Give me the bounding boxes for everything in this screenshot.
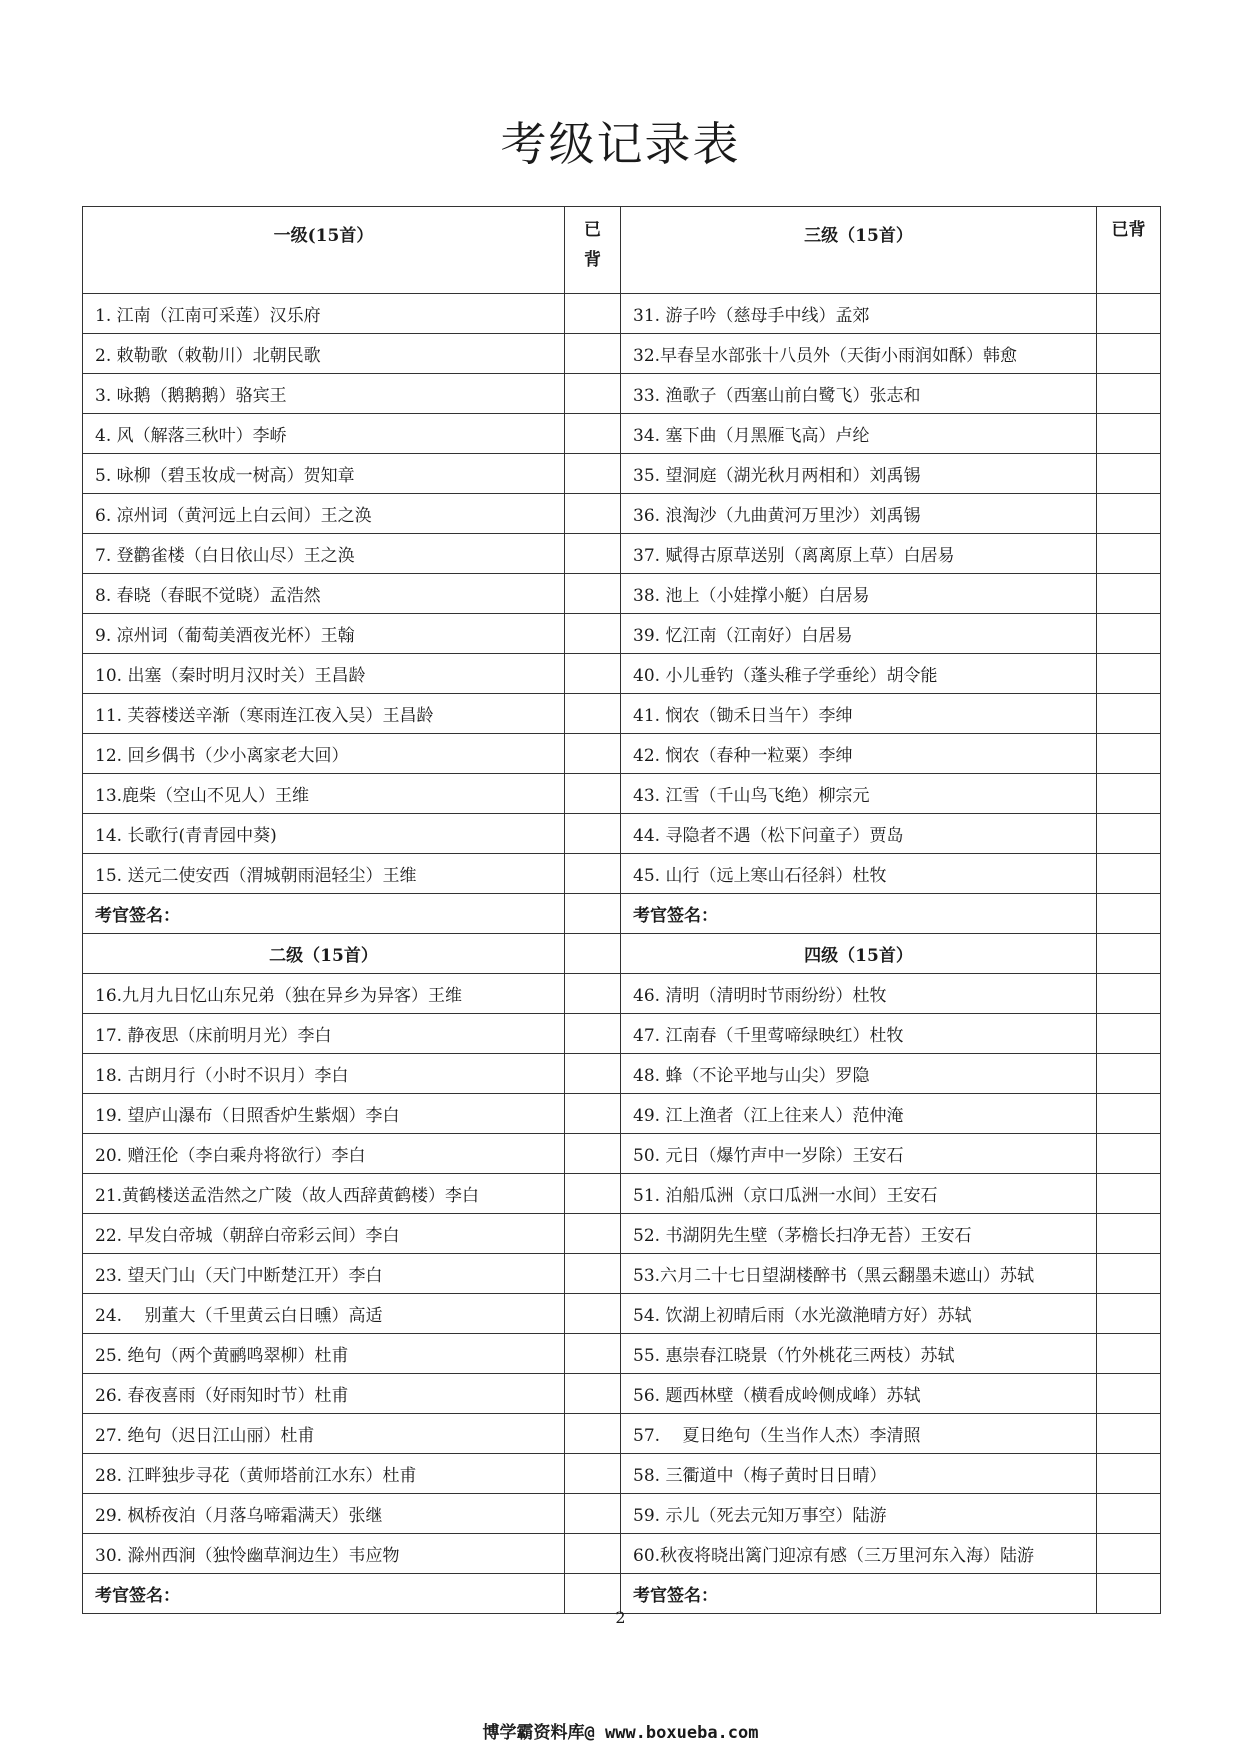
memorized-checkbox-right — [1097, 1214, 1161, 1254]
memorized-checkbox-left — [565, 1414, 621, 1454]
memorized-checkbox-right — [1097, 1534, 1161, 1574]
memorized-header-left — [565, 207, 621, 294]
poem-entry-right: 59. 示儿（死去元知万事空）陆游 — [621, 1494, 1097, 1534]
poem-entry-right: 51. 泊船瓜洲（京口瓜洲一水间）王安石 — [621, 1174, 1097, 1214]
poem-entry-left: 23. 望天门山（天门中断楚江开）李白 — [83, 1254, 565, 1294]
header-row-level2-level4 — [83, 934, 1161, 974]
poem-entry-left: 16.九月九日忆山东兄弟（独在异乡为异客）王维 — [83, 974, 565, 1014]
memorized-checkbox-right — [1097, 814, 1161, 854]
header-row-level1-level3 — [83, 207, 1161, 294]
poem-entry-right: 50. 元日（爆竹声中一岁除）王安石 — [621, 1134, 1097, 1174]
memorized-checkbox-right — [1097, 1374, 1161, 1414]
poem-entry-left: 25. 绝句（两个黄鹂鸣翠柳）杜甫 — [83, 1334, 565, 1374]
memorized-checkbox-right — [1097, 1494, 1161, 1534]
memorized-checkbox-left — [565, 774, 621, 814]
poem-entry-right: 57. 夏日绝句（生当作人杰）李清照 — [621, 1414, 1097, 1454]
level2-header: 二级（15首） — [83, 934, 565, 974]
memorized-checkbox-left — [565, 1014, 621, 1054]
memorized-checkbox-left — [565, 1334, 621, 1374]
poem-entry-right: 39. 忆江南（江南好）白居易 — [621, 614, 1097, 654]
memorized-checkbox-right — [1097, 294, 1161, 334]
poem-row — [83, 1214, 1161, 1254]
poem-row — [83, 1054, 1161, 1094]
memorized-checkbox-left — [565, 1094, 621, 1134]
poem-entry-right: 44. 寻隐者不遇（松下问童子）贾岛 — [621, 814, 1097, 854]
memorized-checkbox-right — [1097, 1014, 1161, 1054]
memorized-checkbox-left — [565, 654, 621, 694]
poem-row — [83, 734, 1161, 774]
poem-entry-left: 11. 芙蓉楼送辛渐（寒雨连江夜入吴）王昌龄 — [83, 694, 565, 734]
memorized-checkbox-right — [1097, 774, 1161, 814]
footer-watermark: 博学霸资料库@ www.boxueba.com — [482, 1723, 759, 1743]
memorized-checkbox-right — [1097, 1294, 1161, 1334]
poem-entry-left: 18. 古朗月行（小时不识月）李白 — [83, 1054, 565, 1094]
poem-row — [83, 1094, 1161, 1134]
poem-entry-right: 35. 望洞庭（湖光秋月两相和）刘禹锡 — [621, 454, 1097, 494]
examiner-sign-right: 考官签名： — [621, 894, 1097, 934]
poem-row — [83, 414, 1161, 454]
poem-entry-left: 1. 江南（江南可采莲）汉乐府 — [83, 294, 565, 334]
poem-row — [83, 1134, 1161, 1174]
poem-entry-right: 56. 题西林壁（横看成岭侧成峰）苏轼 — [621, 1374, 1097, 1414]
poem-entry-left: 22. 早发白帝城（朝辞白帝彩云间）李白 — [83, 1214, 565, 1254]
poem-entry-left: 29. 枫桥夜泊（月落乌啼霜满天）张继 — [83, 1494, 565, 1534]
poem-entry-right: 41. 悯农（锄禾日当午）李绅 — [621, 694, 1097, 734]
poem-row — [83, 374, 1161, 414]
examiner-sign-left: 考官签名： — [83, 1574, 565, 1614]
poem-entry-right: 37. 赋得古原草送别（离离原上草）白居易 — [621, 534, 1097, 574]
poem-entry-left: 13.鹿柴（空山不见人）王维 — [83, 774, 565, 814]
memorized-checkbox-left — [565, 1494, 621, 1534]
poem-row — [83, 454, 1161, 494]
poem-entry-left: 21.黄鹤楼送孟浩然之广陵（故人西辞黄鹤楼）李白 — [83, 1174, 565, 1214]
poem-entry-right: 58. 三衢道中（梅子黄时日日晴） — [621, 1454, 1097, 1494]
memorized-checkbox-right — [1097, 414, 1161, 454]
memorized-checkbox-left — [565, 854, 621, 894]
poem-entry-right: 42. 悯农（春种一粒粟）李绅 — [621, 734, 1097, 774]
poem-entry-right: 31. 游子吟（慈母手中线）孟郊 — [621, 294, 1097, 334]
poem-entry-left: 20. 赠汪伦（李白乘舟将欲行）李白 — [83, 1134, 565, 1174]
poem-row — [83, 1014, 1161, 1054]
poem-entry-left: 4. 风（解落三秋叶）李峤 — [83, 414, 565, 454]
memorized-checkbox-left — [565, 1134, 621, 1174]
poem-entry-left: 15. 送元二使安西（渭城朝雨浥轻尘）王维 — [83, 854, 565, 894]
poem-row — [83, 294, 1161, 334]
memorized-checkbox-left — [565, 1054, 621, 1094]
poem-row — [83, 654, 1161, 694]
memorized-checkbox-right — [1097, 1414, 1161, 1454]
memorized-checkbox-left — [565, 694, 621, 734]
memorized-checkbox-right — [1097, 734, 1161, 774]
memorized-checkbox-left — [565, 1294, 621, 1334]
poem-row — [83, 1454, 1161, 1494]
memorized-checkbox-left — [565, 1454, 621, 1494]
poem-entry-right: 43. 江雪（千山鸟飞绝）柳宗元 — [621, 774, 1097, 814]
record-table-body — [83, 207, 1161, 1614]
poem-entry-left: 17. 静夜思（床前明月光）李白 — [83, 1014, 565, 1054]
poem-row — [83, 1414, 1161, 1454]
level1-header: 一级(15首） — [83, 207, 565, 294]
poem-row — [83, 574, 1161, 614]
poem-entry-left: 8. 春晓（春眠不觉晓）孟浩然 — [83, 574, 565, 614]
poem-entry-right: 36. 浪淘沙（九曲黄河万里沙）刘禹锡 — [621, 494, 1097, 534]
memorized-checkbox-right — [1097, 334, 1161, 374]
poem-entry-right: 34. 塞下曲（月黑雁飞高）卢纶 — [621, 414, 1097, 454]
poem-entry-right: 53.六月二十七日望湖楼醉书（黑云翻墨未遮山）苏轼 — [621, 1254, 1097, 1294]
memorized-header-right: 已背 — [1097, 207, 1161, 294]
poem-row — [83, 1294, 1161, 1334]
poem-row — [83, 1494, 1161, 1534]
page-number: 2 — [615, 1608, 626, 1627]
section-check-right — [1097, 934, 1161, 974]
poem-row — [83, 1254, 1161, 1294]
poem-row — [83, 1534, 1161, 1574]
poem-entry-right: 48. 蜂（不论平地与山尖）罗隐 — [621, 1054, 1097, 1094]
poem-row — [83, 1374, 1161, 1414]
memorized-checkbox-right — [1097, 1054, 1161, 1094]
examiner-sign-row — [83, 894, 1161, 934]
poem-row — [83, 974, 1161, 1014]
poem-entry-left: 28. 江畔独步寻花（黄师塔前江水东）杜甫 — [83, 1454, 565, 1494]
poem-entry-left: 24. 别董大（千里黄云白日曛）高适 — [83, 1294, 565, 1334]
sign-check-left — [565, 894, 621, 934]
poem-entry-left: 3. 咏鹅（鹅鹅鹅）骆宾王 — [83, 374, 565, 414]
poem-entry-left: 9. 凉州词（葡萄美酒夜光杯）王翰 — [83, 614, 565, 654]
poem-entry-left: 30. 滁州西涧（独怜幽草涧边生）韦应物 — [83, 1534, 565, 1574]
poem-entry-right: 47. 江南春（千里莺啼绿映红）杜牧 — [621, 1014, 1097, 1054]
poem-entry-left: 2. 敕勒歌（敕勒川）北朝民歌 — [83, 334, 565, 374]
poem-row — [83, 1174, 1161, 1214]
section-check-left — [565, 934, 621, 974]
level4-header: 四级（15首） — [621, 934, 1097, 974]
poem-entry-right: 38. 池上（小娃撑小艇）白居易 — [621, 574, 1097, 614]
memorized-checkbox-left — [565, 1374, 621, 1414]
memorized-checkbox-left — [565, 574, 621, 614]
memorized-header-char-1: 已 — [584, 220, 601, 240]
memorized-checkbox-right — [1097, 574, 1161, 614]
memorized-checkbox-right — [1097, 1254, 1161, 1294]
poem-entry-left: 10. 出塞（秦时明月汉时关）王昌龄 — [83, 654, 565, 694]
memorized-checkbox-left — [565, 294, 621, 334]
memorized-checkbox-right — [1097, 534, 1161, 574]
poem-row — [83, 614, 1161, 654]
poem-entry-left: 14. 长歌行(青青园中葵) — [83, 814, 565, 854]
memorized-header-char-2: 背 — [584, 250, 601, 270]
memorized-checkbox-right — [1097, 494, 1161, 534]
poem-row — [83, 854, 1161, 894]
poem-entry-right: 45. 山行（远上寒山石径斜）杜牧 — [621, 854, 1097, 894]
memorized-checkbox-left — [565, 494, 621, 534]
poem-entry-left: 19. 望庐山瀑布（日照香炉生紫烟）李白 — [83, 1094, 565, 1134]
memorized-checkbox-left — [565, 1174, 621, 1214]
memorized-checkbox-left — [565, 614, 621, 654]
poem-entry-right: 32.早春呈水部张十八员外（天街小雨润如酥）韩愈 — [621, 334, 1097, 374]
memorized-checkbox-left — [565, 1214, 621, 1254]
memorized-checkbox-right — [1097, 1334, 1161, 1374]
exam-record-table — [82, 206, 1161, 1614]
memorized-checkbox-right — [1097, 854, 1161, 894]
memorized-checkbox-right — [1097, 654, 1161, 694]
poem-entry-right: 46. 清明（清明时节雨纷纷）杜牧 — [621, 974, 1097, 1014]
poem-entry-left: 26. 春夜喜雨（好雨知时节）杜甫 — [83, 1374, 565, 1414]
memorized-checkbox-left — [565, 1254, 621, 1294]
poem-entry-right: 33. 渔歌子（西塞山前白鹭飞）张志和 — [621, 374, 1097, 414]
memorized-checkbox-left — [565, 974, 621, 1014]
sign-check-right — [1097, 894, 1161, 934]
poem-entry-right: 40. 小儿垂钓（蓬头稚子学垂纶）胡令能 — [621, 654, 1097, 694]
poem-row — [83, 334, 1161, 374]
memorized-checkbox-right — [1097, 694, 1161, 734]
memorized-checkbox-left — [565, 1534, 621, 1574]
poem-entry-right: 60.秋夜将晓出篱门迎凉有感（三万里河东入海）陆游 — [621, 1534, 1097, 1574]
memorized-checkbox-right — [1097, 1134, 1161, 1174]
page-title: 考级记录表 — [500, 117, 741, 171]
memorized-checkbox-left — [565, 414, 621, 454]
poem-entry-right: 52. 书湖阴先生壁（茅檐长扫净无苔）王安石 — [621, 1214, 1097, 1254]
poem-row — [83, 1334, 1161, 1374]
poem-entry-right: 49. 江上渔者（江上往来人）范仲淹 — [621, 1094, 1097, 1134]
memorized-checkbox-right — [1097, 614, 1161, 654]
memorized-checkbox-right — [1097, 974, 1161, 1014]
poem-entry-left: 6. 凉州词（黄河远上白云间）王之涣 — [83, 494, 565, 534]
memorized-checkbox-left — [565, 814, 621, 854]
poem-row — [83, 774, 1161, 814]
memorized-checkbox-right — [1097, 1454, 1161, 1494]
poem-row — [83, 494, 1161, 534]
memorized-checkbox-left — [565, 334, 621, 374]
memorized-checkbox-left — [565, 734, 621, 774]
memorized-checkbox-right — [1097, 454, 1161, 494]
memorized-checkbox-right — [1097, 1174, 1161, 1214]
memorized-checkbox-left — [565, 534, 621, 574]
poem-row — [83, 814, 1161, 854]
poem-entry-right: 55. 惠崇春江晓景（竹外桃花三两枝）苏轼 — [621, 1334, 1097, 1374]
level3-header: 三级（15首） — [621, 207, 1097, 294]
poem-entry-left: 5. 咏柳（碧玉妆成一树高）贺知章 — [83, 454, 565, 494]
poem-row — [83, 694, 1161, 734]
memorized-checkbox-right — [1097, 1094, 1161, 1134]
memorized-checkbox-right — [1097, 374, 1161, 414]
poem-row — [83, 534, 1161, 574]
examiner-sign-left: 考官签名： — [83, 894, 565, 934]
poem-entry-left: 7. 登鹳雀楼（白日依山尽）王之涣 — [83, 534, 565, 574]
poem-entry-right: 54. 饮湖上初晴后雨（水光潋滟晴方好）苏轼 — [621, 1294, 1097, 1334]
poem-entry-left: 12. 回乡偶书（少小离家老大回） — [83, 734, 565, 774]
memorized-checkbox-left — [565, 374, 621, 414]
poem-entry-left: 27. 绝句（迟日江山丽）杜甫 — [83, 1414, 565, 1454]
examiner-sign-right: 考官签名： — [621, 1574, 1097, 1614]
memorized-checkbox-left — [565, 454, 621, 494]
